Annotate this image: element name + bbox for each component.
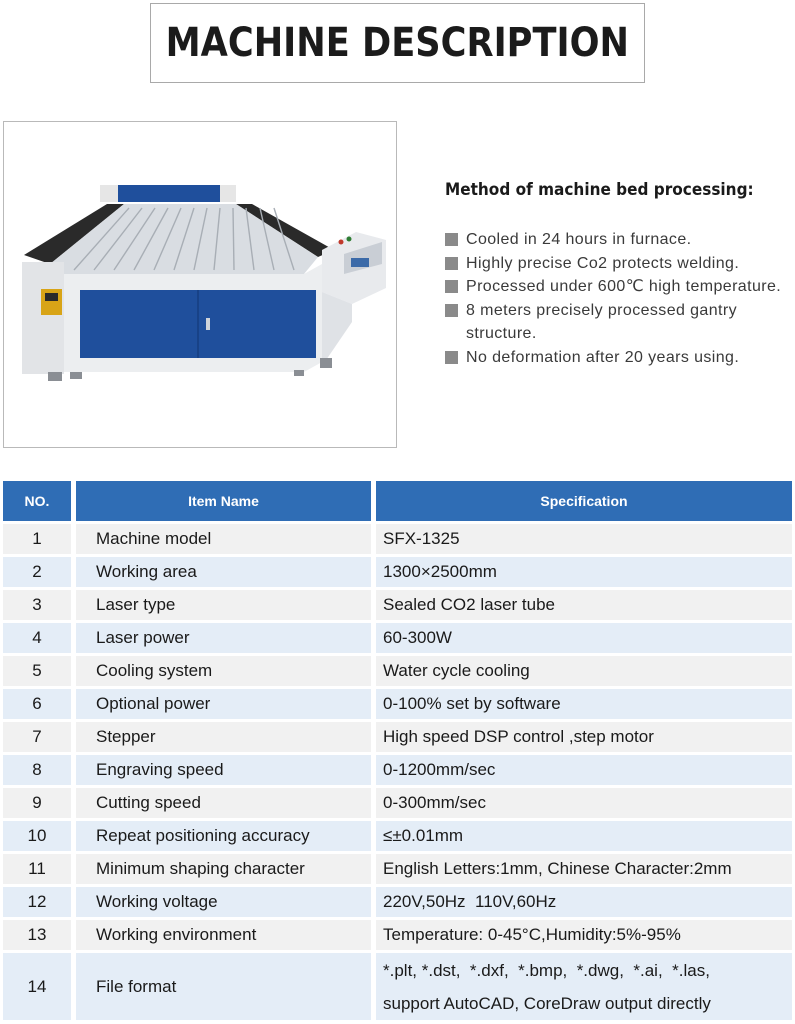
square-bullet-icon [445,351,458,364]
table-row [3,953,792,1020]
row-no: 8 [3,755,71,785]
method-item: Cooled in 24 hours in furnace. [445,228,790,252]
row-no: 9 [3,788,71,818]
method-title: Method of machine bed processing: [445,180,754,200]
row-no: 5 [3,656,71,686]
row-spec: 1300×2500mm [371,557,792,587]
title-box [150,3,645,83]
row-item-name: File format [71,953,371,1020]
square-bullet-icon [445,304,458,317]
machine-photo [3,121,397,448]
table-header-row [3,481,792,521]
row-no: 10 [3,821,71,851]
row-no: 4 [3,623,71,653]
table-row [3,656,792,686]
col-header-specification: Specification [371,481,792,521]
method-item: Highly precise Co2 protects welding. [445,252,790,276]
row-spec: 0-100% set by software [371,689,792,719]
row-item-name: Laser type [71,590,371,620]
row-spec: English Letters:1mm, Chinese Character:2mm [371,854,792,884]
table-row [3,755,792,785]
method-item: No deformation after 20 years using. [445,346,790,370]
row-spec: 0-1200mm/sec [371,755,792,785]
row-spec: ≤±0.01mm [371,821,792,851]
square-bullet-icon [445,280,458,293]
row-no: 2 [3,557,71,587]
table-row [3,524,792,554]
row-item-name: Cutting speed [71,788,371,818]
row-item-name: Engraving speed [71,755,371,785]
row-item-name: Optional power [71,689,371,719]
table-row [3,821,792,851]
row-no: 1 [3,524,71,554]
table-row [3,920,792,950]
spec-table [3,478,792,1023]
table-row [3,722,792,752]
row-spec: 0-300mm/sec [371,788,792,818]
laser-machine-illustration [4,122,396,447]
col-header-no: NO. [3,481,71,521]
row-no: 3 [3,590,71,620]
row-spec: Temperature: 0-45°C,Humidity:5%-95% [371,920,792,950]
table-row [3,557,792,587]
row-item-name: Working area [71,557,371,587]
table-row [3,590,792,620]
row-spec: SFX-1325 [371,524,792,554]
square-bullet-icon [445,257,458,270]
row-spec: High speed DSP control ,step motor [371,722,792,752]
row-item-name: Minimum shaping character [71,854,371,884]
square-bullet-icon [445,233,458,246]
table-row [3,887,792,917]
row-spec: 60-300W [371,623,792,653]
method-item: 8 meters precisely processed gantry structure. [445,299,790,346]
row-no: 12 [3,887,71,917]
row-spec: 220V,50Hz 110V,60Hz [371,887,792,917]
row-item-name: Stepper [71,722,371,752]
row-spec [371,953,792,1020]
row-spec-line: *.plt, *.dst, *.dxf, *.bmp, *.dwg, *.ai, *.las, [383,960,710,980]
table-row [3,689,792,719]
row-item-name: Machine model [71,524,371,554]
row-no: 7 [3,722,71,752]
row-no: 6 [3,689,71,719]
row-spec-line: support AutoCAD, CoreDraw output directly [383,993,711,1013]
row-item-name: Repeat positioning accuracy [71,821,371,851]
row-no: 13 [3,920,71,950]
table-row [3,854,792,884]
row-spec: Sealed CO2 laser tube [371,590,792,620]
row-item-name: Working voltage [71,887,371,917]
row-item-name: Cooling system [71,656,371,686]
table-row [3,788,792,818]
row-spec: Water cycle cooling [371,656,792,686]
row-no: 14 [3,953,71,1020]
method-list [445,228,790,369]
row-item-name: Laser power [71,623,371,653]
row-item-name: Working environment [71,920,371,950]
col-header-item-name: Item Name [71,481,371,521]
table-row [3,623,792,653]
row-no: 11 [3,854,71,884]
method-item: Processed under 600℃ high temperature. [445,275,790,299]
page-title: MACHINE DESCRIPTION [165,20,630,66]
